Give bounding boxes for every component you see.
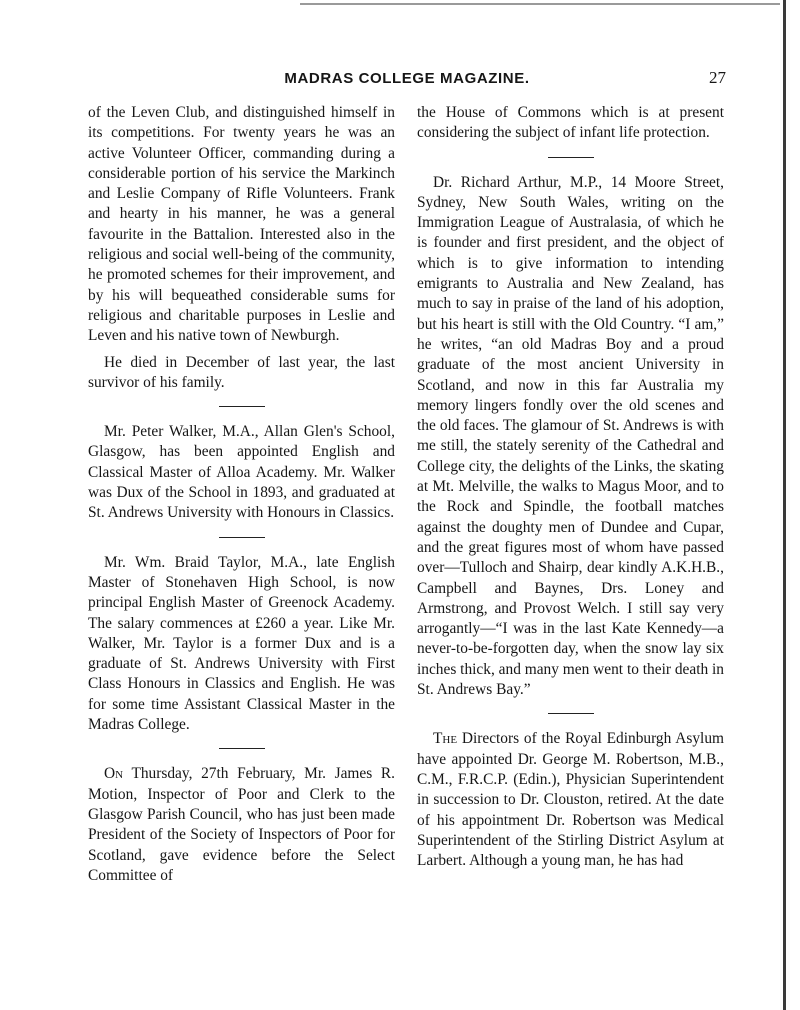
page-number: 27 [709,68,726,87]
scan-right-edge [783,0,786,1010]
page-header [88,70,726,92]
paragraph-james-motion [88,764,395,886]
section-divider [219,406,265,407]
section-divider [548,157,594,158]
left-column [88,103,395,886]
section-divider [548,713,594,714]
scan-top-edge [300,3,780,5]
magazine-title: MADRAS COLLEGE MAGAZINE. [284,70,530,87]
paragraph-body: Directors of the Royal Edinburgh Asylum have appointed Dr. George M. Robertson, M.B., C.M., F.R.C.P. (Edin.), Physician Superintendent in succession to Dr. Clouston, retired. At the date of his appointment Dr. Robertson was Medical Superintendent of the Stirling District Asylum at Larbert. Although a young man, he has had [417,730,724,870]
paragraph-royal-edinburgh-asylum [417,729,724,871]
paragraph-braid-taylor: Mr. Wm. Braid Taylor, M.A., late English Master of Stonehaven High School, is now principal English Master of Greenock Academy. The salary commences at £260 a year. Like Mr. Walker, Mr. Taylor is a former Dux and is a graduate of St. Andrews University with First Class Honours in Classics and English. He was for some time Assistant Classical Master in the Madras College. [88,553,395,734]
paragraph-body: Thursday, 27th February, Mr. James R. Motion, Inspector of Poor and Clerk to the Glasgow Parish Council, who has just been made President of the Society of Inspectors of Poor for Scotland, gave evidence before the Select Committee of [88,765,395,884]
paragraph-house-of-commons: the House of Commons which is at present considering the subject of infant life protection. [417,104,724,142]
paragraph-leven-club: of the Leven Club, and distinguished himself in its competitions. For twenty years he was an active Volunteer Officer, commanding during a considerable portion of his service the Markinch and Leslie Company of Rifle Volunteers. Frank and hearty in his manner, he was a general favourite in the Battalion. Interested also in the religious and social well-being of the community, he promoted schemes for their improvement, and by his will bequeathed considerable sums for religious and charitable purposes in Leslie and Leven and his native town of Newburgh. [88,104,395,345]
lead-word: The [433,730,458,748]
paragraph-richard-arthur: Dr. Richard Arthur, M.P., 14 Moore Street, Sydney, New South Wales, writing on the Immigration League of Australasia, of which he is founder and first president, and the object of which is to give information to intending emigrants to Australia and New Zealand, has much to say in praise of the land of his adoption, but his heart is still with the Old Country. “I am,” he writes, “an old Madras Boy and a proud graduate of the most ancient University in Scotland, and now in this far Australia my memory lingers fondly over the old scenes and the old faces. The glamour of St. Andrews is with me still, the stately serenity of the Cathedral and College city, the delights of the Links, the skating at Mt. Melville, the walks to Magus Moor, and to the Rock and Spindle, the football matches against the doughty men of Dundee and Cupar, and the great figures most of whom have passed over—Tulloch and Shairp, dear kindly A.K.H.B., Campbell and Baynes, Drs. Loney and Armstrong, and Provost Welch. I still say very arrogantly—“I was in the last Kate Kennedy—a never-to-be-forgotten day, when the snow lay six inches thick, and many men went to their death in St. Andrews Bay.” [417,173,724,699]
paragraph-death: He died in December of last year, the last survivor of his family. [88,353,395,391]
paragraph-peter-walker: Mr. Peter Walker, M.A., Allan Glen's School, Glasgow, has been appointed English and Classical Master of Alloa Academy. Mr. Walker was Dux of the School in 1893, and graduated at St. Andrews University with Honours in Classics. [88,423,395,522]
right-column [417,103,724,871]
section-divider [219,537,265,538]
section-divider [219,748,265,749]
lead-word: On [104,765,124,783]
